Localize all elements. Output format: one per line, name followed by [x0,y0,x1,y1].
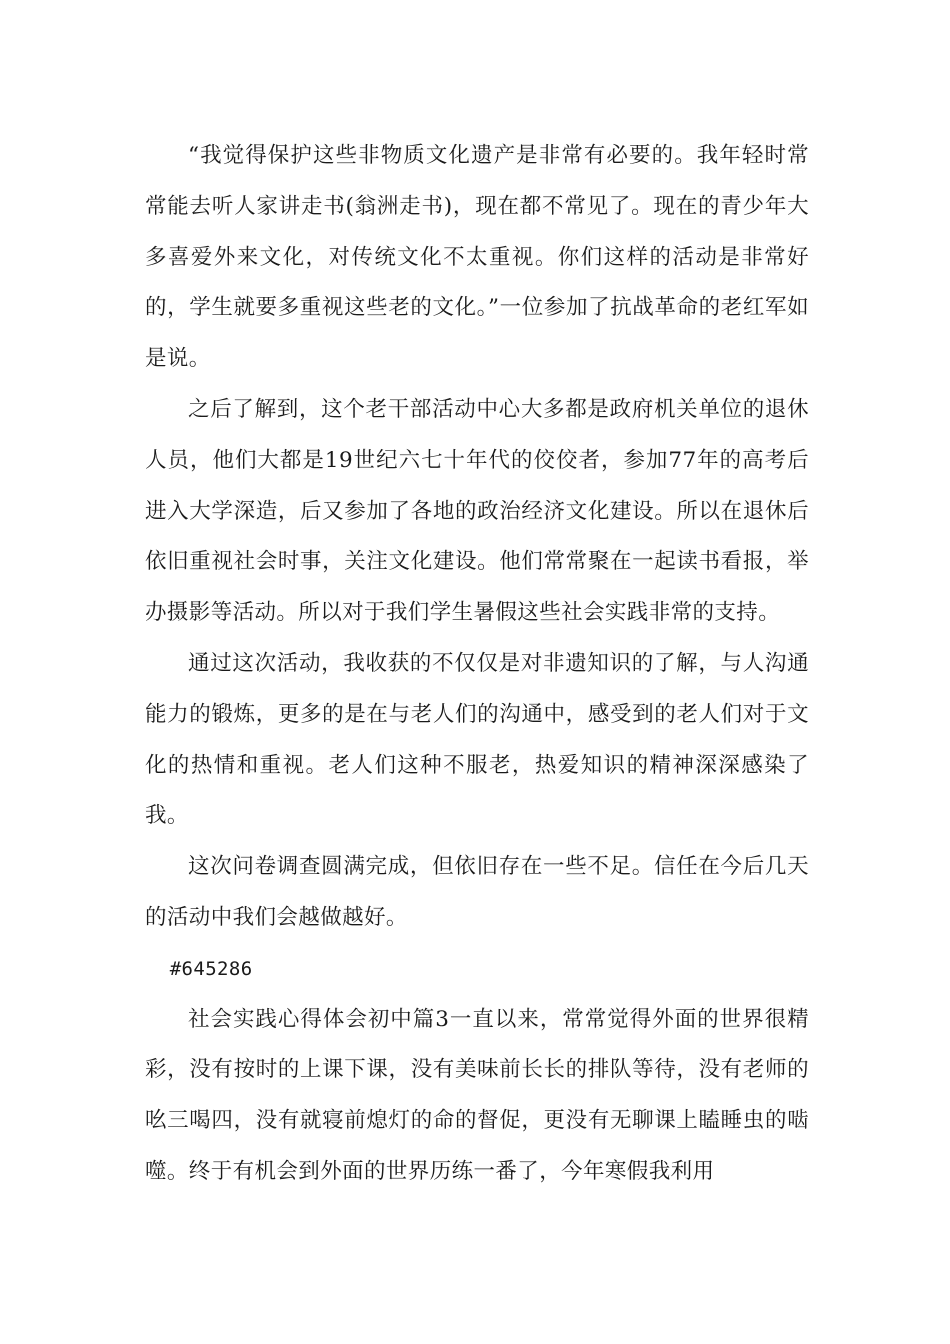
paragraph-quote: “我觉得保护这些非物质文化遗产是非常有必要的。我年轻时常常能去听人家讲走书(翁洲走书)，现在都不常见了。现在的青少年大多喜爱外来文化，对传统文化不太重视。你们这样的活动是非常好的，学生就要多重视这些老的文化。”一位参加了抗战革命的老红军如是说。 [145,143,809,372]
paragraph-survey: 这次问卷调查圆满完成，但依旧存在一些不足。信任在今后几天的活动中我们会越做越好。 [145,854,809,930]
document-body [145,131,809,1198]
paragraph-activity-center: 之后了解到，这个老干部活动中心大多都是政府机关单位的退休人员，他们大都是19世纪六七十年代的佼佼者，参加77年的高考后进入大学深造，后又参加了各地的政治经济文化建设。所以在退休后依旧重视社会时事，关注文化建设。他们常常聚在一起读书看报，举办摄影等活动。所以对于我们学生暑假这些社会实践非常的支持。 [145,396,809,626]
paragraph-id: #645286 [169,957,253,980]
paragraph-gains: 通过这次活动，我收获的不仅仅是对非遗知识的了解，与人沟通能力的锻炼，更多的是在与老人们的沟通中，感受到的老人们对于文化的热情和重视。老人们这种不服老，热爱知识的精神深深感染了我。 [145,650,809,829]
paragraph-chapter-3: 社会实践心得体会初中篇3一直以来，常常觉得外面的世界很精彩，没有按时的上课下课，没有美味前长长的排队等待，没有老师的吆三喝四，没有就寝前熄灯的命的督促，更没有无聊课上瞌睡虫的啮噬。终于有机会到外面的世界历练一番了，今年寒假我利用 [145,1006,809,1184]
